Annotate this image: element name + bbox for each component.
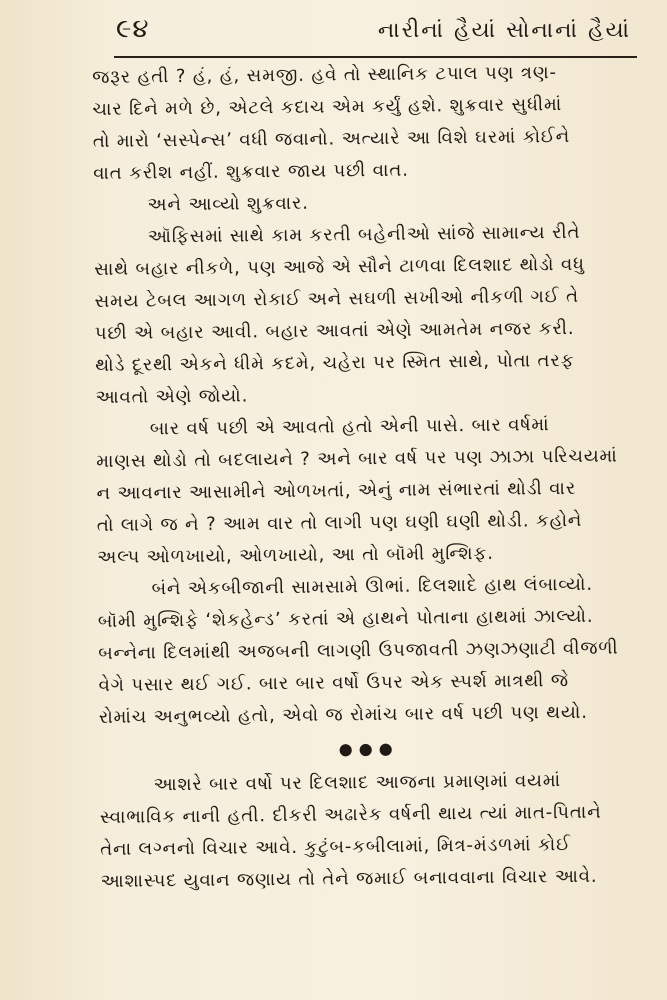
text-line: આશરે બાર વર્ષો પર દિલશાદ આજના પ્રમાણમાં વયમાં: [153, 770, 562, 796]
text-line: બન્નેના દિલમાંથી અજબની લાગણી ઉપજાવતી ઝણઝણાટી વીજળી: [98, 637, 619, 664]
text-line: ઑફિસમાં સાથે કામ કરતી બહેનીઓ સાંજે સામાન્ય રીતે: [147, 221, 581, 248]
text-line: તેના લગ્નનો વિચાર આવે. કુટુંબ-કબીલામાં, મિત્ર-મંડળમાં કોઈ: [100, 834, 572, 860]
section-break-dots: ●●●: [338, 738, 399, 759]
text-line: સમય ટેબલ આગળ રોકાઈ અને સઘળી સખીઓ નીકળી ગઈ તે: [94, 285, 580, 312]
text-line: તો મારો ‘સસ્પેન્સ’ વધી જવાનો. અત્યારે આ વિશે ઘરમાં કોઈને: [92, 125, 571, 152]
text-line: ન આવનાર આસામીને ઓળખતાં, એનું નામ સંભારતાં થોડી વાર: [96, 477, 577, 504]
text-line: માણસ થોડો તો બદલાયને ? અને બાર વર્ષ પર પણ ઝાઝા પરિચયમાં: [96, 445, 618, 472]
text-line: અને આવ્યો શુક્રવાર.: [147, 192, 309, 216]
text-line: તો લાગે જ ને ? આમ વાર તો લાગી પણ ઘણી ઘણી થોડી. કહોને: [96, 509, 583, 536]
text-line: સાથે બહાર નીકળે, પણ આજે એ સૌને ટાળવા દિલશાદ થોડો વધુ: [94, 253, 585, 280]
text-line: બૉમી મુન્શિફે ‘શેકહેન્ડ’ કરતાં એ હાથને પોતાના હાથમાં ઝાલ્યો.: [97, 605, 594, 632]
running-header-title: નારીનાં હૈયાં સોનાનાં હૈયાં: [377, 18, 631, 43]
text-line: વાત કરીશ નહીં. શુક્રવાર જાય પછી વાત.: [93, 159, 409, 184]
page-number: ૯૪: [116, 14, 150, 44]
text-line: અલ્પ ઓળખાયો, ઓળખાયો, આ તો બૉમી મુન્શિફ.: [97, 542, 494, 568]
text-line: આવતો એણે જોયો.: [95, 385, 249, 408]
text-line: વેગે પસાર થઈ ગઈ. બાર બાર વર્ષો ઉપર એક સ્પર્શ માત્રથી જે: [98, 670, 569, 696]
text-line: થોડે દૂરથી એકને ધીમે કદમે, ચહેરા પર સ્મિત સાથે, પોતા તરફ: [95, 349, 575, 376]
body-text: [92, 56, 640, 898]
text-line: આશાસ્પદ યુવાન જણાય તો તેને જમાઈ બનાવવાના વિચાર આવે.: [100, 865, 598, 892]
text-line: બંને એકબીજાની સામસામે ઊભાં. દિલશાદે હાથ લંબાવ્યો.: [151, 573, 593, 600]
text-line: બાર વર્ષ પછી એ આવતો હતો એની પાસે. બાર વર્ષમાં: [149, 414, 550, 440]
text-line: રોમાંચ અનુભવ્યો હતો, એવો જ રોમાંચ બાર વર્ષ પછી પણ થયો.: [98, 701, 588, 728]
text-line: જરૂર હતી ? હં, હં, સમજી. હવે તો સ્થાનિક ટપાલ પણ ત્રણ-: [92, 62, 557, 88]
text-line: સ્વાભાવિક નાની હતી. દીકરી અઢારેક વર્ષની થાય ત્યાં માત-પિતાને: [99, 801, 602, 828]
text-line: પછી એ બહાર આવી. બહાર આવતાં એણે આમતેમ નજર કરી.: [94, 317, 575, 344]
text-line: ચાર દિને મળે છે, એટલે કદાચ એમ કર્યું હશે. શુક્રવાર સુધીમાં: [92, 94, 563, 120]
